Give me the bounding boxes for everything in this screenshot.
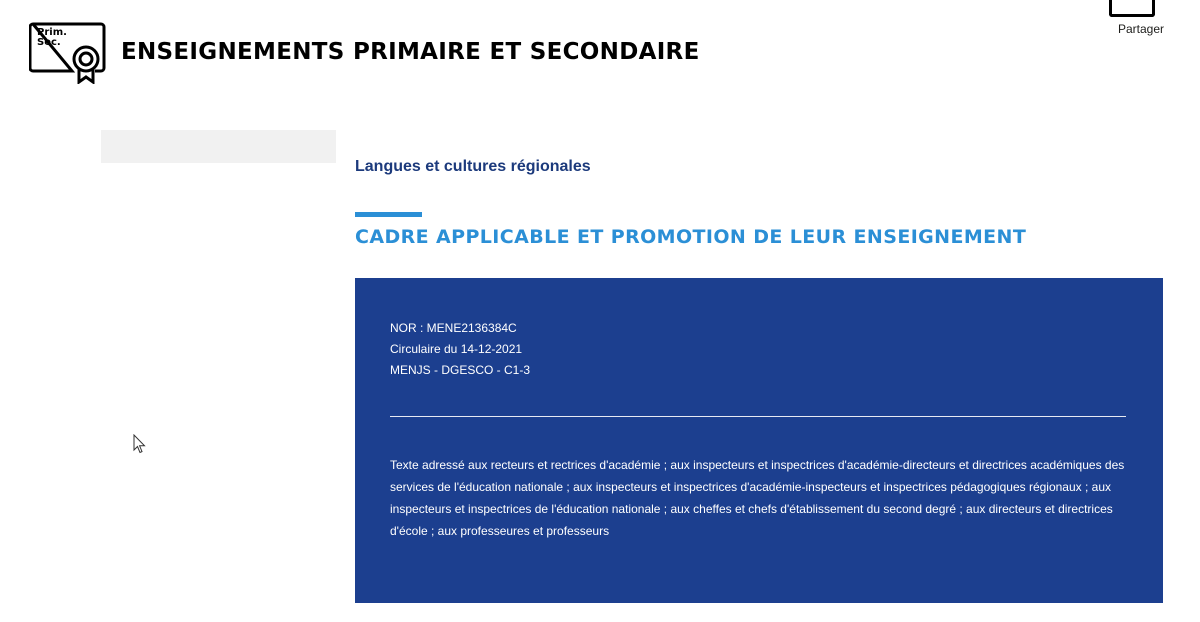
prim-sec-logo[interactable] bbox=[29, 22, 107, 84]
circulaire-info-box bbox=[355, 278, 1163, 603]
breadcrumb-link[interactable]: Langues et cultures régionales bbox=[355, 158, 591, 175]
logo-text-line2: Sec. bbox=[37, 37, 61, 48]
title-accent-bar bbox=[355, 212, 422, 217]
logo-text bbox=[37, 28, 67, 48]
divider bbox=[390, 416, 1126, 417]
page-title: CADRE APPLICABLE ET PROMOTION DE LEUR ENSEIGNEMENT bbox=[355, 226, 1027, 248]
logo-text-line1: Prim. bbox=[37, 27, 67, 38]
addressees-text: Texte adressé aux recteurs et rectrices d'académie ; aux inspecteurs et inspectrices d'académie-directeurs et directrices académiques des services de l'éducation nationale ; aux inspecteurs et inspectrices d'académie-inspecteurs et inspectrices pédagogiques régionaux ; aux inspecteurs et inspectrices de l'éducation nationale ; aux cheffes et chefs d'établissement du second degré ; aux directeurs et directrices d'école ; aux professeures et professeurs bbox=[390, 458, 1125, 538]
share-label: Partager bbox=[1118, 22, 1165, 36]
nor-reference: NOR : MENE2136384C bbox=[390, 321, 517, 335]
sidebar-placeholder bbox=[101, 130, 336, 163]
mouse-cursor-icon bbox=[133, 434, 147, 454]
issuing-service: MENJS - DGESCO - C1-3 bbox=[390, 363, 531, 377]
site-header bbox=[0, 0, 1200, 100]
share-icon bbox=[1109, 0, 1155, 17]
circulaire-meta bbox=[390, 318, 530, 381]
site-title[interactable]: ENSEIGNEMENTS PRIMAIRE ET SECONDAIRE bbox=[121, 39, 700, 65]
circulaire-date: Circulaire du 14-12-2021 bbox=[390, 342, 523, 356]
share-button[interactable] bbox=[1104, 0, 1174, 40]
